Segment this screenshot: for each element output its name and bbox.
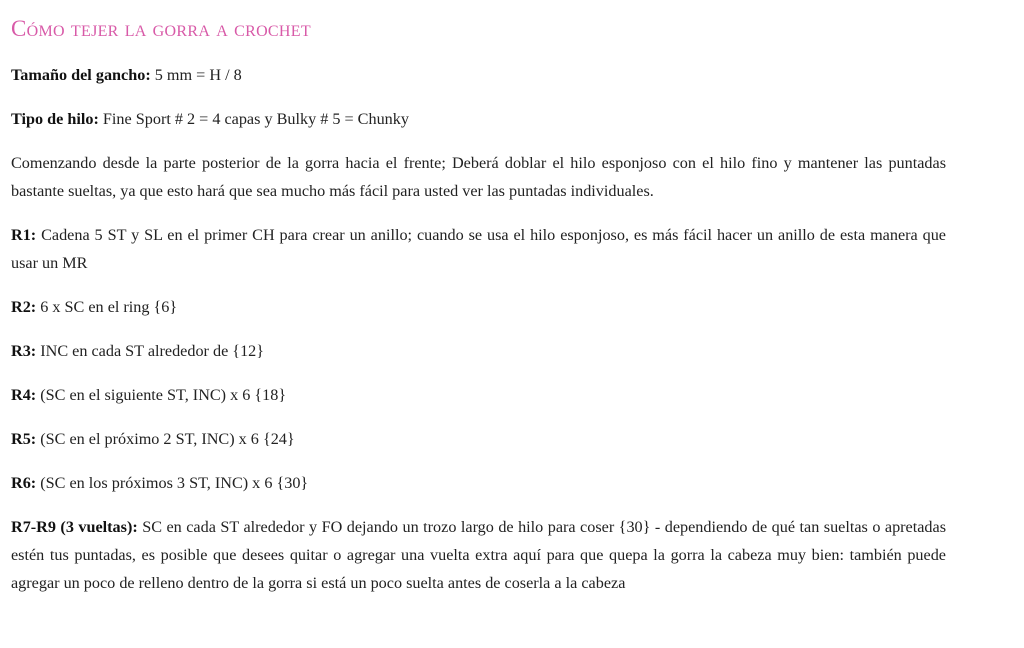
round-6-text: (SC en los próximos 3 ST, INC) x 6 {30}	[36, 474, 309, 492]
round-7-9-paragraph	[11, 513, 946, 597]
round-7-9-text: SC en cada ST alrededor y FO dejando un trozo largo de hilo para coser {30} - dependiendo de qué tan sueltas o apretadas estén tus puntadas, es posible que desees quitar o agregar una vuelta extra aquí para que quepa la gorra la cabeza muy bien: también puede agregar un poco de relleno dentro de la gorra si está un poco suelta antes de coserla a la cabeza	[11, 518, 946, 592]
article-body	[11, 14, 946, 613]
round-4-paragraph	[11, 381, 946, 409]
round-1-text: Cadena 5 ST y SL en el primer CH para crear un anillo; cuando se usa el hilo esponjoso, es más fácil hacer un anillo de esta manera que usar un MR	[11, 226, 946, 272]
round-3-text: INC en cada ST alrededor de {12}	[36, 342, 265, 360]
round-7-9-label: R7-R9 (3 vueltas):	[11, 518, 138, 536]
hook-size-value: 5 mm = H / 8	[150, 66, 242, 84]
round-2-paragraph	[11, 293, 946, 321]
yarn-type-value: Fine Sport # 2 = 4 capas y Bulky # 5 = Chunky	[98, 110, 409, 128]
round-6-paragraph	[11, 469, 946, 497]
round-5-paragraph	[11, 425, 946, 453]
round-6-label: R6:	[11, 474, 37, 492]
round-2-label: R2:	[11, 298, 37, 316]
round-5-text: (SC en el próximo 2 ST, INC) x 6 {24}	[36, 430, 295, 448]
round-3-label: R3:	[11, 342, 37, 360]
hook-size-label: Tamaño del gancho:	[11, 66, 151, 84]
round-3-paragraph	[11, 337, 946, 365]
round-4-label: R4:	[11, 386, 37, 404]
round-2-text: 6 x SC en el ring {6}	[36, 298, 178, 316]
round-1-label: R1:	[11, 226, 37, 244]
round-4-text: (SC en el siguiente ST, INC) x 6 {18}	[36, 386, 287, 404]
intro-paragraph	[11, 149, 946, 205]
round-1-paragraph	[11, 221, 946, 277]
yarn-type-paragraph	[11, 105, 946, 133]
round-5-label: R5:	[11, 430, 37, 448]
section-title: Cómo tejer la gorra a crochet	[11, 16, 311, 41]
yarn-type-label: Tipo de hilo:	[11, 110, 99, 128]
hook-size-paragraph	[11, 61, 946, 89]
intro-text: Comenzando desde la parte posterior de la gorra hacia el frente; Deberá doblar el hilo esponjoso con el hilo fino y mantener las puntadas bastante sueltas, ya que esto hará que sea mucho más fácil para usted ver las puntadas individuales.	[11, 154, 946, 200]
